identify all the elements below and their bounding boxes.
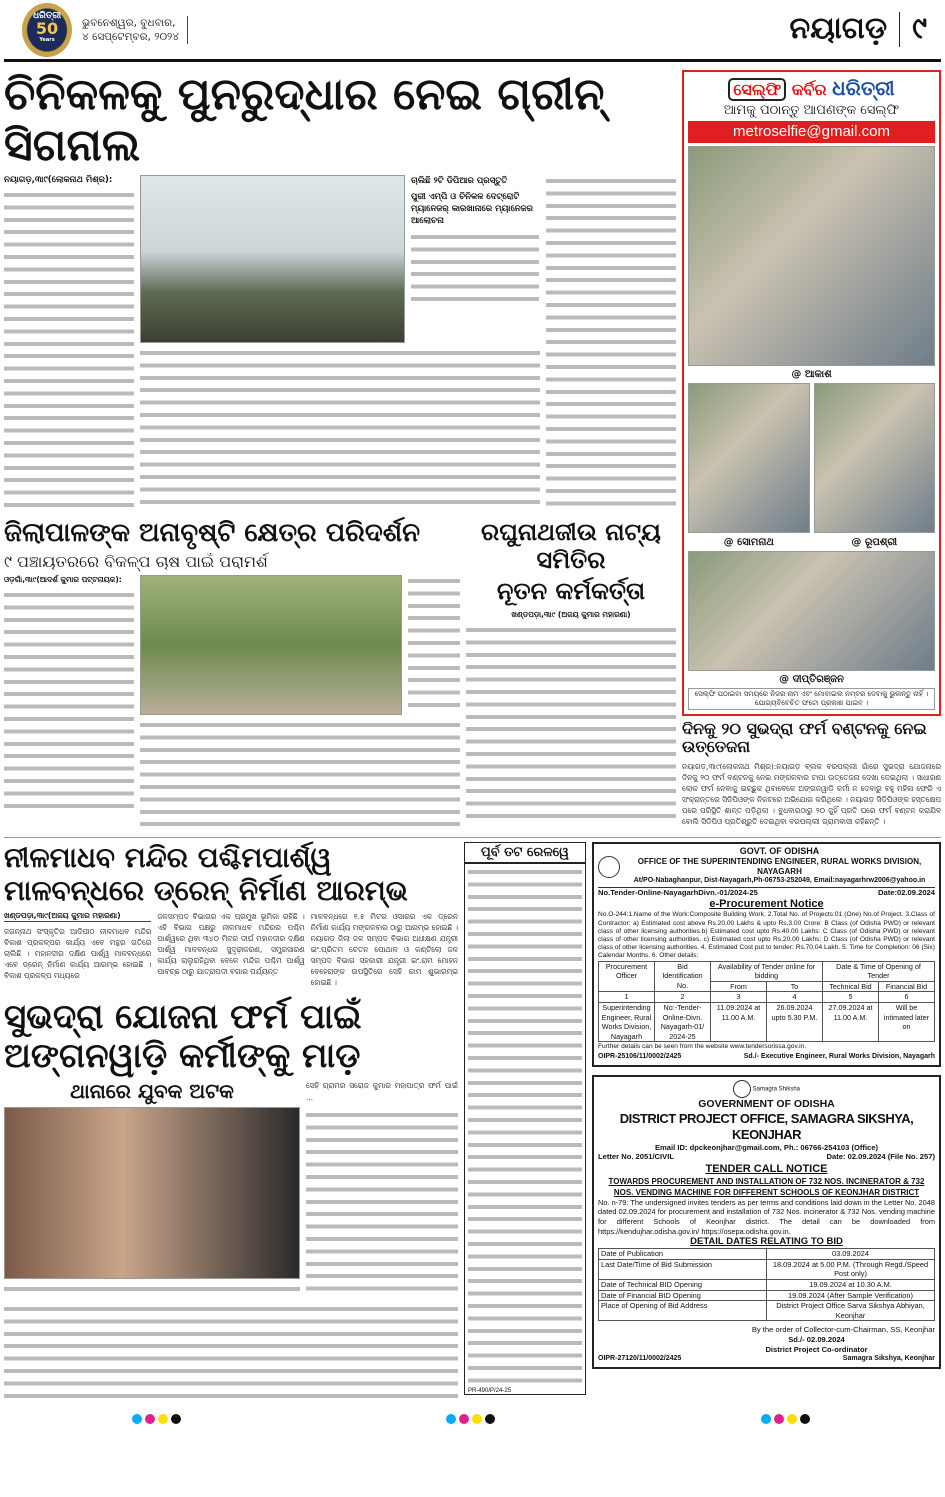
story6-text-photo-caption [4, 1283, 300, 1297]
story6-subhead: ଥାନାରେ ଯୁବକ ଅଟକ [70, 1079, 234, 1104]
selfie-email[interactable]: metroselfie@gmail.com [688, 121, 935, 143]
story2-text-2 [140, 719, 460, 829]
tender-table: Procurement Officer Bid Identification No. Availability of Tender online for bidding Date & Time of Opening of Tender From To Technical Bid Financial Bid 1 2 3 4 5 6 Superintending Engineer, Rural Works Division, Nayagarh No:-Tender-Online-Divn. Nayagarh-01/ 2024-25 11.09.2024 at 11.00 A.M. 26.09.2024 upto 5.30 P.M. 27.09.2024 at 11.00 A.M. Will be intimated later on [598, 961, 935, 1043]
selfie-caption-2: @ ସୋମନାଥ [723, 537, 774, 548]
lead-byline: ନୟାଗଡ଼,୩ା୯(ଲୋକନାଥ ମିଶ୍ର): [4, 175, 113, 186]
story6-photo [4, 1107, 300, 1279]
issue-date: ୪ ସେପ୍ଟେମ୍ବର, ୨୦୨୪ [82, 30, 180, 43]
railway-tender-notice: ପୂର୍ବ ତଟ ରେଳୱେ PR-490/P/24-25 [464, 842, 586, 1395]
selfie-caption-4: @ ଦୀପ୍ତିରଞ୍ଜନ [779, 674, 844, 685]
lead-text-right [546, 175, 676, 511]
selfie-caption-1: @ ଆକାଶ [791, 369, 832, 380]
selfie-panel [682, 70, 941, 716]
story5-col3: ମାଳବନ୍ଧରେ ୧.୫ ମିଟର ଓସାରର ଏକ ଡ୍ରେନ ନିର୍ମାଣ କାର୍ଯ୍ୟ ମଙ୍ଗଳବାର ଠାରୁ ଆରମ୍ଭ ହୋଇଛି । ନୟାଗଡ଼ ଜିଲା ଜଳ ସମ୍ପଦ ବିଭାଗ ଅଧୀକ୍ଷଣ ଯନ୍ତ୍ରୀ ଇଂ.ପ୍ରିତମ ଚେତନ ପୋଥାଳ ଓ କଣ୍ଟିଲୋ ଜଳ ସମ୍ପଦ ବିଭାଗ ସହକାରୀ ଯନ୍ତ୍ରୀ ଇଂ.ରାମ ମୋହନ ବେହେରାଙ୍କ ଉପସ୍ଥିତିରେ ସେହି କାମ ଶୁଭାରମ୍ଭ ହୋଇଛି । [310, 911, 458, 987]
railway-tender-text [468, 866, 582, 1386]
selfie-brand: ସେଲ୍ଫି କର୍ବିର ଧରିତ୍ରୀ [688, 76, 935, 100]
print-registration-marks [132, 1409, 184, 1428]
lead-photo-sugar-mill [140, 175, 405, 343]
lead-text-col1 [4, 189, 134, 509]
selfie-tagline: ଆମକୁ ପଠାନ୍ତୁ ଆପଣଙ୍କ ସେଲ୍ଫି [723, 103, 900, 118]
story2-byline: ଓଡ଼ଗାଁ,୩ା୯(ଆଦର୍ଶ କୁମାର ପଟ୍ଟନାୟକ): [4, 575, 122, 585]
section-title: ନୟାଗଡ଼ [790, 12, 901, 47]
story6-text [4, 1303, 458, 1403]
selfie-footer-note: ସେଲ୍ଫି ପଠାଇବା ସମୟରେ ନିଜର ନାମ ଏବଂ ମୋବାଇଲ ନମ୍ବର ଦେବାକୁ ଭୁଲନ୍ତୁ ନାହିଁ । ଯୋଗ୍ୟବିବେଚିତ ଫଟୋ ପ୍ରକାଶ ପାଇବ । [688, 688, 935, 710]
story3-byline: ଖଣ୍ଡପଡ଼ା,୩ା୯ (ଅଜୟ କୁମାର ମହାରଣା) [511, 609, 631, 619]
print-registration-marks-2 [446, 1409, 498, 1428]
story5-headline: ନୀଳମାଧବ ମନ୍ଦିର ପଶ୍ଚିମପାର୍ଶ୍ୱ ମାଳବନ୍ଧରେ ଡ୍ରେନ୍ ନିର୍ମାଣ ଆରମ୍ଭ [4, 841, 408, 907]
odisha-emblem-icon [598, 856, 620, 878]
masthead [4, 0, 941, 62]
story4-body: ନୟାଗଡ଼,୩ା୯(ଲୋକନାଥ ମିଶ୍ର):ନୟାଗଡ଼ ବ୍ଲକ ବରପଲ୍ଲୀ ଗାଁରେ ସୁଭଦ୍ରା ଯୋଜନାରେ ଦିନକୁ ୨୦ ଫର୍ମ ବଣ୍ଟନକୁ ନେଇ ମଙ୍ଗଳବାର ଟାପା ଉତ୍ତେଜନା ଦେଖା ଦେଇଥିଲା । ସାଧାରଣ ଲୋକ ଫର୍ମ ନେବାକୁ ଇଚ୍ଛୁକ ଥିବାବେଳେ ଅଙ୍ଗନୱାଡ଼ି କର୍ମୀ ନ ଦେବାରୁ ବହୁ ମହିଳା ଫେରି ଏ ସଂକ୍ରାନ୍ତରେ ସିଡିପିଓଙ୍କ ନିକଟରେ ଅଭିଯୋଗ କରିଥିଲେ । ନୟାଗଡ଼ ସିଡିପିଓଙ୍କ ହସ୍ତକ୍ଷେପ ପରେ ପରିସ୍ଥିତି ଶାନ୍ତ ପଡ଼ିଥିଲା । ବୁଧବାରଠାରୁ ୨୦ ଜୁହିଁ ପ୍ରତି ଘରେ ଫର୍ମ ବଣ୍ଟନ କରାଯିବ ବୋଲି ସିଡିପିଓ ପ୍ରତିଶ୍ରୁତି ଦେଇଥିବା ବରପଲ୍ଲୀ ଗ୍ରାମବାସୀ କହିଛନ୍ତି । [682, 761, 941, 826]
selfie-photo-1 [688, 146, 935, 366]
story2-subhead: ୯ ପଞ୍ଚାୟତରରେ ବିକଳ୍ପ ଚାଷ ପାଇଁ ପରାମର୍ଶ [4, 552, 268, 572]
lead-text-cols [140, 347, 540, 507]
lead-headline: ଚିନିକଳକୁ ପୁନରୁଦ୍ଧାର ନେଇ ଗ୍ରୀନ୍ ସିଗନାଲ [4, 69, 605, 171]
rural-works-eprocurement-notice: GOVT. OF ODISHA OFFICE OF THE SUPERINTENDING ENGINEER, RURAL WORKS DIVISION, NAYAGARH At/PO-Nabaghanpur, Dist-Nayagarh,Ph-06753-252049, Email:nayagarhrw2006@yahoo.in No.Tender-Online-NayagarhDivn.-01/2024-25 Date:02.09.2024 e-Procurement Notice No.O-244:1.Name of the Work:Composite Building Work. 2.Total No. of Projects:01 (One) No.of Project. 3.Class of Contractor: a) Estimated cost above Rs.20.00 Lakhs & upto Rs.3.00 Crore: B Class (of Odisha PWD) or relevant class of other licensing authorities.b) Estimated cost upto Rs.40.00 Lakhs: C Class (of Odisha PWD) or relevant class of other licensing authorities. c) Estimated cost upto Rs.20.00 Lakhs: D Class (of Odisha PWD) or relevant class of other licensing authorities. 4. Estimated Cost put to tender: Rs.70.04 Lakh. 5. Time for Completion: 06 (Six) Calendar Months. 6. Other details: Procurement Officer Bid Identification No. Availability of Tender online for bidding Date & Time of Opening of Tender From To Technical Bid Financial Bid 1 2 3 4 5 6 Superintending Engineer, Rural Works Division, Nayagarh No:-Tender-Online-Divn. Nayagarh-01/ 2024-25 11.09.2024 at 11.00 A.M. 26.09.2024 upto 5.30 P.M. 27.09.2024 at 11.00 A.M. Will be intimated later on Further details can be seen from the website www.tendersorissa.gov.in. OIPR-25106/11/0002/2425 Sd./- Executive Engineer, Rural Works Division, Nayagarh [592, 842, 941, 1066]
story2-photo-collector-visit [140, 575, 402, 715]
bid-dates-table: Date of Publication 03.09.2024 Last Date/Time of Bid Submission 18.09.2024 at 5.00 P.M. (Through Regd./Speed Post only) Date of Technical BID Opening 19.09.2024 at 10.30 A.M. Date of Financial BID Opening 19.09.2024 (After Sample Verification) Place of Opening of Bid Address District Project Office Sarva Sikshya Abhiyan, Keonjhar [598, 1248, 935, 1321]
story2-headline: ଜିଲାପାଳଙ୍କ ଅନାବୃଷ୍ଟି କ୍ଷେତ୍ର ପରିଦର୍ଶନ [4, 518, 421, 549]
story3-headline-1: ରଘୁନାଥଜୀଉ ନାଟ୍ୟ ସମିତିର [481, 518, 661, 574]
story2-text [4, 589, 134, 809]
selfie-photo-4 [688, 551, 935, 671]
lead-highlight-text [411, 231, 539, 301]
story5-col2: ଜଳସମ୍ପଦ ବିଭାଗର ଏକ ପ୍ରମୁଖ ଭୂମିକା ରହିଛି । ଏହି ବିଭାଗ ପକ୍ଷରୁ ନୀଳମାଧବ ମନ୍ଦିରର ପଶ୍ଚିମ ପାର୍ଶ୍ୱରେ ଥିବା ୩୪୦ ମିଟର ଦୀର୍ଘ ମହାନଦୀର ଦକ୍ଷିଣ ପାର୍ଶ୍ୱ ମାଳବନ୍ଧର ସୁଦୃଢ଼ୀକରଣ, ସମ୍ପ୍ରସାରଣ କାର୍ଯ୍ୟ ଚାଲୁରହିଥିବା ବେଳେ ମନ୍ଦିର ପଶ୍ଚିମ ପାର୍ଶ୍ୱ ପାବଚ୍ଛ ଠାରୁ ଯାତ୍ରାପଦୀ ବଗାର ପର୍ଯ୍ୟନ୍ତ [157, 911, 305, 976]
story6-text-2 [306, 1109, 458, 1299]
story3-headline-2: ନୂତନ କର୍ମକର୍ତ୍ତା [496, 577, 646, 606]
selfie-photo-3 [814, 383, 936, 533]
lead-highlights: ଚାଲିଛି ୨ଟି ଡିପିଆର ପ୍ରସ୍ତୁତି ପୁରୀ ଏମ୍ପି ଓ ଚିନିକଳ ଦେଟ୍ରୋଟି ମ୍ୟାନେଜର୍ କାରଖାନାରେ ମ୍ୟାନେଜର ଆଲୋଚନା [411, 175, 539, 301]
story6-body: ସେହି ଗ୍ରାମର ସରୋଜ କୁମାର ମହାପାତ୍ର ଫର୍ମ ପାଇଁ ... [306, 1081, 458, 1103]
samagra-shiksha-logo: Samagra Shiksha [598, 1080, 935, 1098]
page-number: ୯ [912, 11, 927, 47]
story4-headline: ଦିନକୁ ୨୦ ସୁଭଦ୍ରା ଫର୍ମ ବଣ୍ଟନକୁ ନେଇ ଉତ୍ତେଜନା [682, 719, 927, 757]
story3-text [466, 624, 676, 824]
story2-text-3 [408, 575, 460, 715]
selfie-photo-2 [688, 383, 810, 533]
dharitri-50-logo: ଧରିତ୍ରୀ 50 Years [22, 3, 72, 57]
story5-col1: ଜଗନ୍ନାଥ ସଂସ୍କୃତିର ଆଦିପୀଠ ନୀଳମାଧବ ମନ୍ଦିର ବିକାଶ ପ୍ରକଳ୍ପର କାର୍ଯ୍ୟ ଏବେ ମନ୍ଥର ଗତିରେ ଚାଲିଛି । ମହାନଦୀର ଦକ୍ଷିଣ ପାର୍ଶ୍ୱ ମାଳବନ୍ଧରେ ଏବେ ଡ୍ରେନ୍ ନିର୍ମାଣ କାର୍ଯ୍ୟ ଆରମ୍ଭ ହୋଇଛି । ବିକାଶ ପ୍ରକଳ୍ପ ମଧ୍ୟରେ [4, 926, 152, 980]
print-registration-marks-3 [761, 1409, 813, 1428]
story6-headline: ସୁଭଦ୍ରା ଯୋଜନା ଫର୍ମ ପାଇଁ ଅଙ୍ଗନୱାଡ଼ି କର୍ମୀଙ୍କୁ ମାଡ଼ [4, 996, 362, 1076]
selfie-caption-3: @ ରୂପଶ୍ରୀ [851, 537, 898, 548]
story5-byline: ଖଣ୍ଡପଡ଼ା,୩ା୯(ଅଜୟ କୁମାର ମହାରଣା) [4, 911, 151, 922]
place-day: ଭୁବନେଶ୍ୱର, ବୁଧବାର, [82, 16, 176, 29]
samagra-sikshya-tender-notice: Samagra Shiksha GOVERNMENT OF ODISHA DISTRICT PROJECT OFFICE, SAMAGRA SIKSHYA, KEONJHAR Email ID: dpckeonjhar@gmail.com, Ph.: 06766-254103 (Office) Letter No. 2051/CIVIL Date: 02.09.2024 (File No. 257) TENDER CALL NOTICE TOWARDS PROCUREMENT AND INSTALLATION OF 732 NOS. INCINERATOR & 732 NOS. VENDING MACHINE FOR DIFFERENT SCHOOLS OF KEONJHAR DISTRICT No. n-79: The undersigned invites tenders as per terms and conditions laid down in the Letter No. 2048 dated 02.09.2024 for procurement and installation of 732 Nos. incinerator & 732 Nos. vending machine for different Schools of Keonjhar district. The detail can be downloaded from https://kendujhar.odisha.gov.in/ https://osepa.odisha.gov.in. DETAIL DATES RELATING TO BID Date of Publication 03.09.2024 Last Date/Time of Bid Submission 18.09.2024 at 5.00 P.M. (Through Regd./Speed Post only) Date of Technical BID Opening 19.09.2024 at 10.30 A.M. Date of Financial BID Opening 19.09.2024 (After Sample Verification) Place of Opening of Bid Address District Project Office Sarva Sikshya Abhiyan, Keonjhar By the order of Collector-cum-Chairman, SS, Keonjhar Sd./- 02.09.2024 District Project Co-ordinator OIPR-27120/11/0002/2425 Samagra Sikshya, Keonjhar [592, 1075, 941, 1369]
